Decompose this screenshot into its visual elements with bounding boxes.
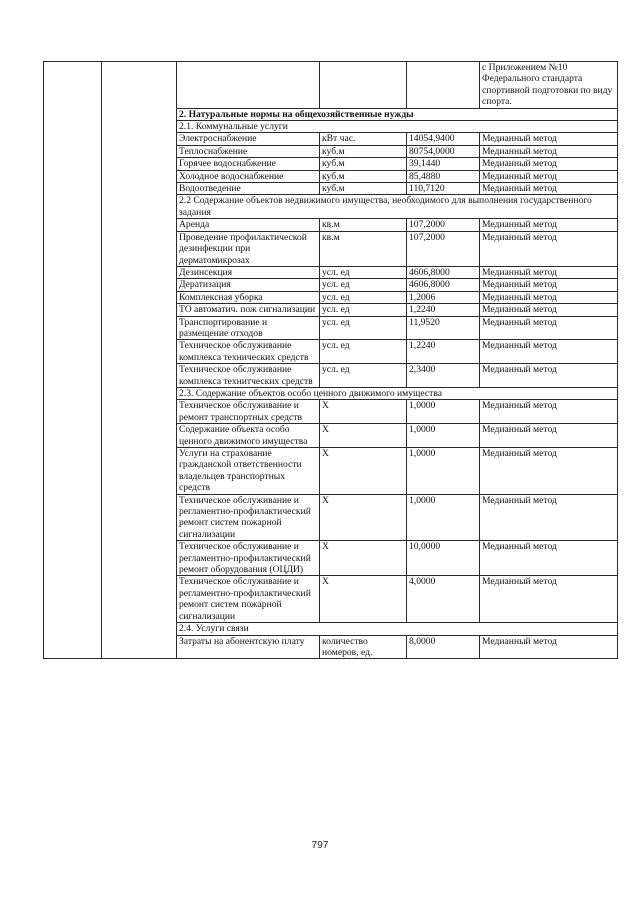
note-cell: с Приложением №10 Федерального стандарта спортивной подготовки по виду спорта.	[480, 62, 618, 109]
unit-cell: Х	[320, 541, 407, 576]
unit-cell	[320, 62, 407, 109]
section-title: 2.3. Содержание объектов особо ценного движимого имущества	[177, 387, 618, 399]
unit-cell: усл. ед	[320, 266, 407, 278]
method-cell: Медианный метод	[480, 133, 618, 145]
name-cell: Проведение профилактической дезинфекции при дерматомикрозах	[177, 231, 320, 266]
method-cell: Медианный метод	[480, 279, 618, 291]
method-cell: Медианный метод	[480, 635, 618, 659]
method-cell: Медианный метод	[480, 400, 618, 424]
unit-cell: усл. ед	[320, 364, 407, 388]
value-cell: 4,0000	[407, 576, 480, 623]
name-cell: Техническое обслуживание и регламентно-профилактический ремонт оборудования (ОЦДИ)	[177, 541, 320, 576]
unit-cell: куб.м	[320, 158, 407, 170]
value-cell: 1,0000	[407, 400, 480, 424]
name-cell: Техническое обслуживание и регламентно-профилактический ремонт систем пожарной сигнализации	[177, 494, 320, 541]
unit-cell: усл. ед	[320, 279, 407, 291]
unit-cell: Х	[320, 494, 407, 541]
name-cell: Транспортирование и размещение отходов	[177, 316, 320, 340]
value-cell: 2,3400	[407, 364, 480, 388]
norms-table	[43, 61, 618, 659]
norms-table-body	[44, 62, 618, 659]
method-cell: Медианный метод	[480, 576, 618, 623]
value-cell: 4606,8000	[407, 266, 480, 278]
method-cell: Медианный метод	[480, 145, 618, 157]
method-cell: Медианный метод	[480, 541, 618, 576]
left-blank-column	[44, 62, 102, 659]
unit-cell: количество номеров, ед.	[320, 635, 407, 659]
section-title: 2.2 Содержание объектов недвижимого имущества, необходимого для выполнения государственного задания	[177, 195, 618, 219]
value-cell: 4606,8000	[407, 279, 480, 291]
name-cell: Горячее водоснабжение	[177, 158, 320, 170]
name-cell: Дезинсекция	[177, 266, 320, 278]
name-cell: Электроснабжение	[177, 133, 320, 145]
value-cell: 1,0000	[407, 494, 480, 541]
method-cell: Медианный метод	[480, 364, 618, 388]
name-cell: Холодное водоснабжение	[177, 170, 320, 182]
method-cell: Медианный метод	[480, 424, 618, 448]
value-cell: 1,2006	[407, 291, 480, 303]
method-cell: Медианный метод	[480, 291, 618, 303]
method-cell: Медианный метод	[480, 219, 618, 231]
name-cell: Содержание объекта особо ценного движимого имущества	[177, 424, 320, 448]
left-blank-column	[102, 62, 177, 659]
section-title: 2.4. Услуги связи	[177, 623, 618, 635]
method-cell: Медианный метод	[480, 304, 618, 316]
value-cell	[407, 62, 480, 109]
value-cell: 39,1440	[407, 158, 480, 170]
method-cell: Медианный метод	[480, 494, 618, 541]
method-cell: Медианный метод	[480, 266, 618, 278]
name-cell: Теплоснабжение	[177, 145, 320, 157]
name-cell: Техническое обслуживание и регламентно-профилактический ремонт систем пожарной сигнализации	[177, 576, 320, 623]
unit-cell: усл. ед	[320, 316, 407, 340]
method-cell: Медианный метод	[480, 340, 618, 364]
name-cell: Затраты на абонентскую плату	[177, 635, 320, 659]
value-cell: 1,2240	[407, 304, 480, 316]
value-cell: 8,0000	[407, 635, 480, 659]
name-cell: Дератизация	[177, 279, 320, 291]
value-cell: 107,2000	[407, 219, 480, 231]
unit-cell: усл. ед	[320, 340, 407, 364]
unit-cell: усл. ед	[320, 291, 407, 303]
unit-cell: усл. ед	[320, 304, 407, 316]
unit-cell: куб.м	[320, 183, 407, 195]
method-cell: Медианный метод	[480, 448, 618, 495]
name-cell: Техническое обслуживание комплекса технических средств	[177, 340, 320, 364]
unit-cell: куб.м	[320, 170, 407, 182]
value-cell: 1,2240	[407, 340, 480, 364]
unit-cell: Х	[320, 424, 407, 448]
name-cell: ТО автоматич. пож сигнализации	[177, 304, 320, 316]
unit-cell: куб.м	[320, 145, 407, 157]
value-cell: 14054,9400	[407, 133, 480, 145]
value-cell: 80754,0000	[407, 145, 480, 157]
value-cell: 110,7120	[407, 183, 480, 195]
value-cell: 1,0000	[407, 448, 480, 495]
name-cell: Аренда	[177, 219, 320, 231]
name-cell: Водоотведение	[177, 183, 320, 195]
unit-cell: Х	[320, 576, 407, 623]
name-cell: Услуги на страхование гражданской ответственности владельцев транспортных средств	[177, 448, 320, 495]
method-cell: Медианный метод	[480, 158, 618, 170]
value-cell: 85,4880	[407, 170, 480, 182]
method-cell: Медианный метод	[480, 316, 618, 340]
name-cell: Техническое обслуживание и ремонт транспортных средств	[177, 400, 320, 424]
name-cell	[177, 62, 320, 109]
value-cell: 107,2000	[407, 231, 480, 266]
value-cell: 11,9520	[407, 316, 480, 340]
unit-cell: кв.м	[320, 231, 407, 266]
unit-cell: кв.м	[320, 219, 407, 231]
unit-cell: кВт час.	[320, 133, 407, 145]
section-title: 2.1. Коммунальные услуги	[177, 121, 618, 133]
method-cell: Медианный метод	[480, 170, 618, 182]
method-cell: Медианный метод	[480, 231, 618, 266]
value-cell: 1,0000	[407, 424, 480, 448]
method-cell: Медианный метод	[480, 183, 618, 195]
unit-cell: Х	[320, 448, 407, 495]
section-title: 2. Натуральные нормы на общехозяйственные нужды	[177, 108, 618, 120]
name-cell: Комплексная уборка	[177, 291, 320, 303]
name-cell: Техническое обслуживание комплекса технитческих средств	[177, 364, 320, 388]
unit-cell: Х	[320, 400, 407, 424]
value-cell: 10,0000	[407, 541, 480, 576]
page-number: 797	[311, 840, 329, 851]
table-row	[44, 62, 618, 109]
